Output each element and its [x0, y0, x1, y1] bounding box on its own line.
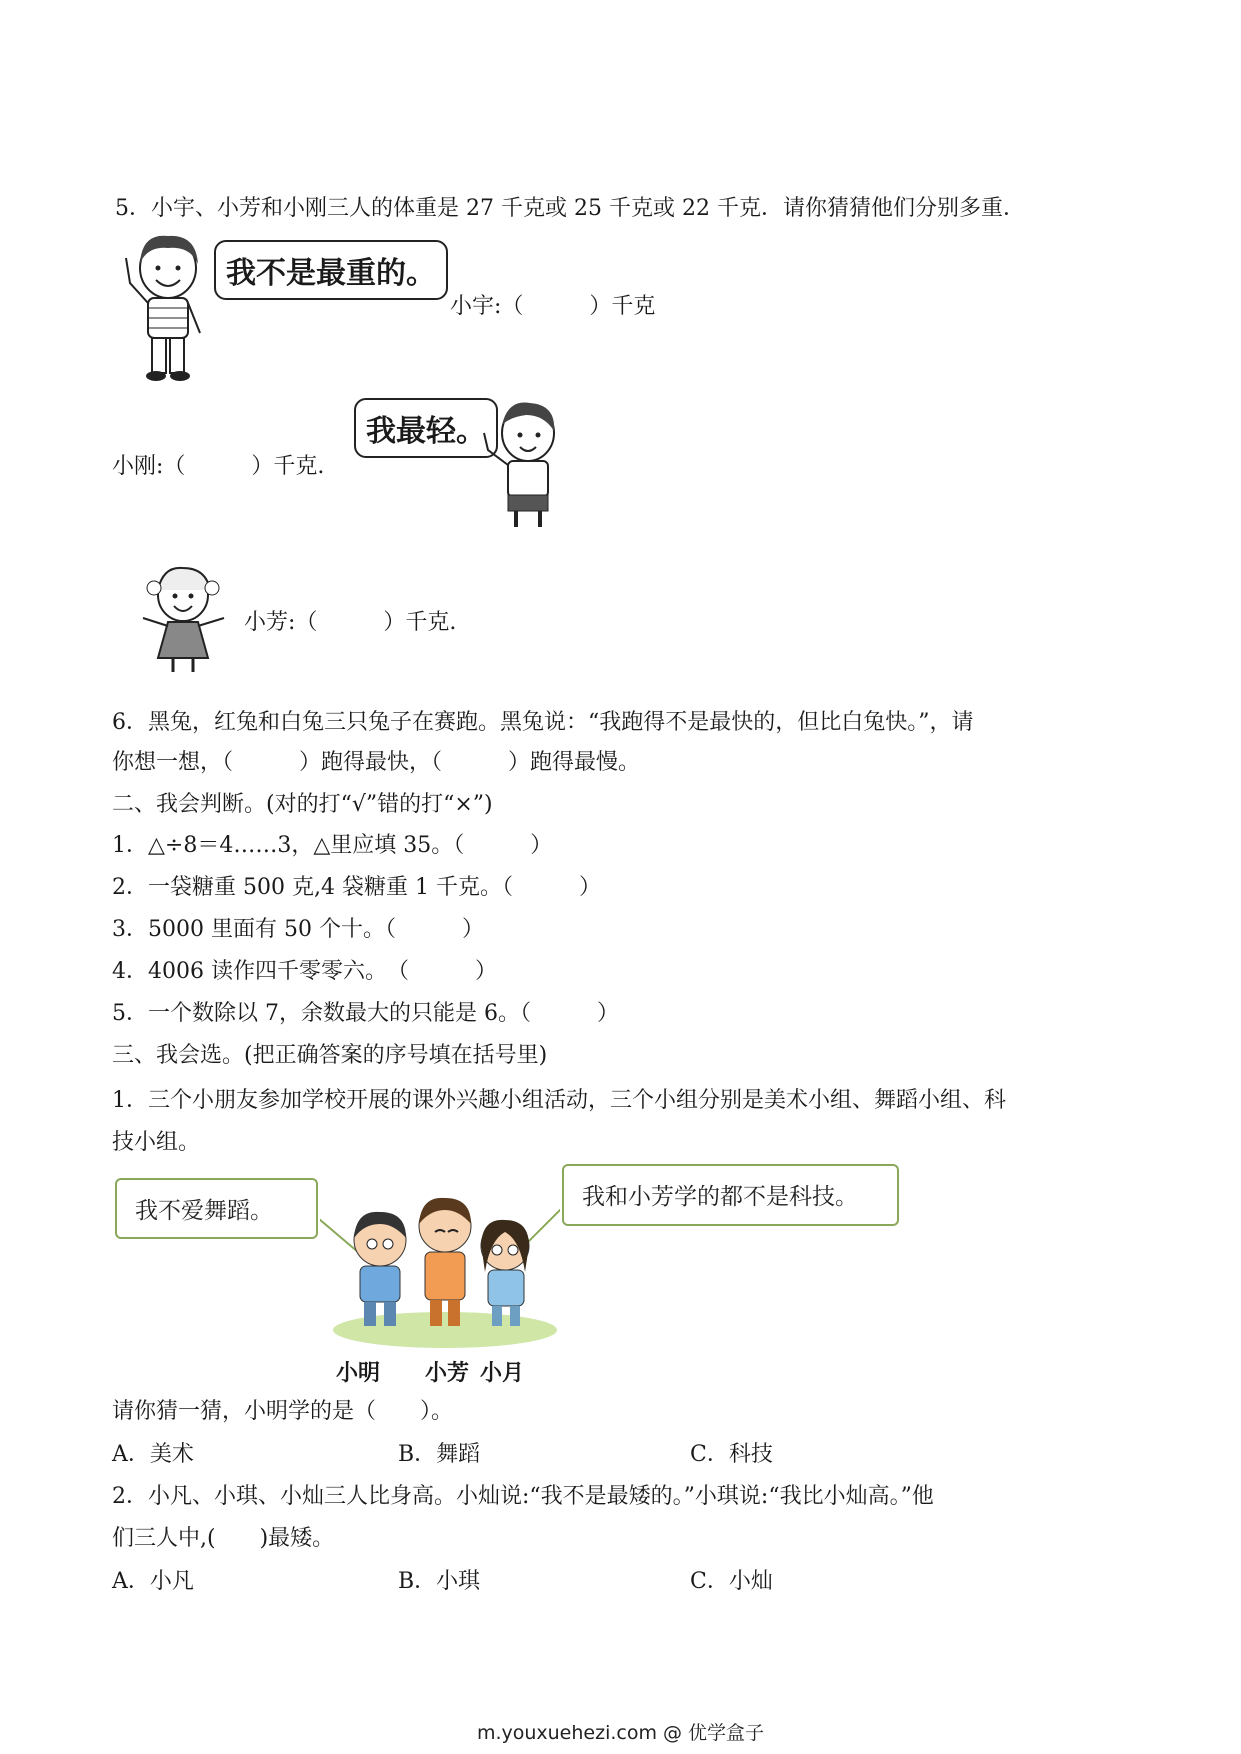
s3q1-option-a: A．美术: [112, 1442, 194, 1467]
s3q1-line1: 1．三个小朋友参加学校开展的课外兴趣小组活动，三个小组分别是美术小组、舞蹈小组、科: [112, 1088, 1007, 1113]
q6-line1: 6．黑兔，红兔和白兔三只兔子在赛跑。黑兔说：“我跑得不是最快的，但比白兔快。”，请: [112, 710, 974, 735]
girl-xiaofang-illustration: [128, 560, 238, 680]
section2-heading: 二、我会判断。(对的打“√”错的打“×”): [112, 792, 493, 817]
s3q2-line1: 2．小凡、小琪、小灿三人比身高。小灿说:“我不是最矮的。”小琪说:“我比小灿高。”他: [112, 1484, 934, 1509]
s3q2-line2: 们三人中,( )最矮。: [112, 1526, 335, 1551]
answer-xiaoyu: 小宇:（ ）千克: [450, 294, 656, 319]
boy-xiaogang-illustration: [478, 395, 568, 535]
three-kids-illustration: [320, 1160, 560, 1350]
s3q1-question: 请你猜一猜，小明学的是（ ）。: [112, 1399, 454, 1424]
s3q1-option-c: C．科技: [690, 1442, 773, 1467]
section3-heading: 三、我会选。(把正确答案的序号填在括号里): [112, 1043, 548, 1068]
s3q2-option-b: B．小琪: [398, 1569, 481, 1594]
s3q1-option-b: B．舞蹈: [398, 1442, 481, 1467]
speech-bubble-xiaoyue: 我和小芳学的都不是科技。: [562, 1164, 899, 1226]
name-xiaofang: 小芳: [425, 1361, 470, 1386]
answer-xiaofang: 小芳:（ ）千克.: [244, 610, 457, 635]
q5-text: 5．小宇、小芳和小刚三人的体重是 27 千克或 25 千克或 22 千克．请你猜猜他们分别多重．: [115, 196, 1025, 221]
answer-xiaogang: 小刚:（ ）千克.: [112, 454, 325, 479]
boy-xiaoyu-illustration: [120, 228, 220, 383]
speech-bubble-xiaogang: 我最轻。: [354, 398, 498, 458]
s3q2-option-c: C．小灿: [690, 1569, 773, 1594]
name-xiaoyue: 小月: [480, 1361, 525, 1386]
judge-item: 3．5000 里面有 50 个十。（ ）: [112, 917, 484, 942]
judge-item: 4．4006 读作四千零零六。 （ ）: [112, 959, 497, 984]
judge-item: 1．△÷8＝4……3，△里应填 35。（ ）: [112, 833, 553, 858]
footer-watermark: m.youxuehezi.com @ 优学盒子: [476, 1722, 765, 1744]
name-xiaoming: 小明: [336, 1361, 381, 1386]
speech-bubble-xiaoming: 我不爱舞蹈。: [115, 1178, 318, 1239]
judge-item: 2．一袋糖重 500 克,4 袋糖重 1 千克。（ ）: [112, 875, 601, 900]
s3q2-option-a: A．小凡: [112, 1569, 194, 1594]
speech-bubble-xiaoyu: 我不是最重的。: [214, 240, 448, 300]
judge-item: 5．一个数除以 7，余数最大的只能是 6。（ ）: [112, 1001, 619, 1026]
s3q1-line2: 技小组。: [112, 1130, 201, 1155]
q6-line2: 你想一想，（ ）跑得最快，（ ）跑得最慢。: [112, 750, 641, 775]
